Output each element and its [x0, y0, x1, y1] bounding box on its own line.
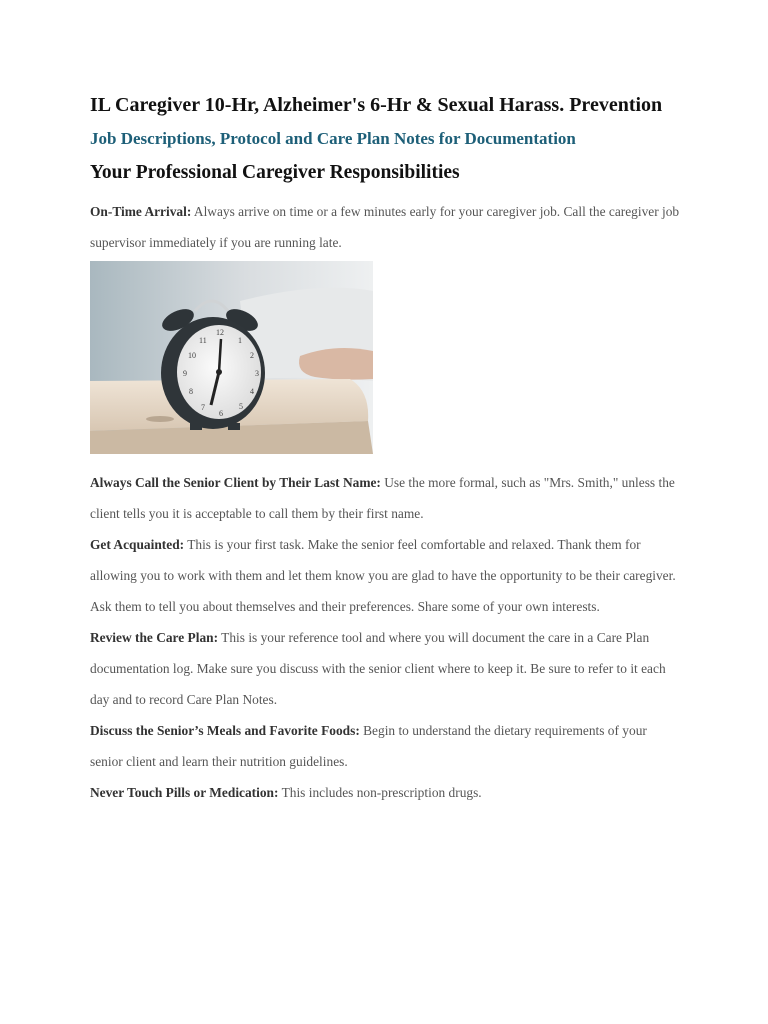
- paragraph-medication: [90, 777, 680, 808]
- paragraph-text: Always arrive on time or a few minutes early for your caregiver job. Call the caregiver job supervisor immediately if you are running late.: [90, 204, 680, 250]
- svg-text:11: 11: [199, 336, 207, 345]
- paragraph-last-name: [90, 467, 680, 529]
- svg-text:7: 7: [201, 403, 205, 412]
- paragraph-on-time-arrival: [90, 196, 680, 258]
- alarm-clock-photo: [90, 261, 373, 454]
- section-heading: Your Professional Caregiver Responsibilities: [90, 162, 460, 183]
- svg-text:6: 6: [219, 409, 223, 418]
- paragraph-text: This is your reference tool and where you will document the care in a Care Plan documentation log. Make sure you discuss with the senior client where to keep it. Be sure to refer to it each day and to record Care Plan Notes.: [90, 630, 666, 707]
- document-title: IL Caregiver 10-Hr, Alzheimer's 6-Hr & Sexual Harass. Prevention: [90, 94, 663, 116]
- paragraph-text: This is your first task. Make the senior feel comfortable and relaxed. Thank them for allowing you to work with them and let them know you are glad to have the opportunity to be their caregiver. Ask them to tell you about themselves and their preferences. Share some of your own interests.: [90, 537, 676, 614]
- paragraph-lead: Get Acquainted:: [90, 537, 185, 552]
- svg-text:1: 1: [238, 336, 242, 345]
- paragraph-lead: Always Call the Senior Client by Their Last Name:: [90, 475, 381, 490]
- paragraph-lead: Review the Care Plan:: [90, 630, 219, 645]
- document-subtitle: Job Descriptions, Protocol and Care Plan Notes for Documentation: [90, 129, 576, 148]
- svg-text:12: 12: [216, 328, 224, 337]
- paragraph-get-acquainted: [90, 529, 680, 622]
- svg-text:4: 4: [250, 387, 254, 396]
- svg-text:3: 3: [255, 369, 259, 378]
- paragraph-text: Use the more formal, such as "Mrs. Smith," unless the client tells you it is acceptable to call them by their first name.: [90, 475, 675, 521]
- paragraph-text: This includes non-prescription drugs.: [278, 785, 482, 800]
- svg-text:10: 10: [188, 351, 196, 360]
- paragraph-lead: Never Touch Pills or Medication:: [90, 785, 279, 800]
- paragraph-lead: On-Time Arrival:: [90, 204, 192, 219]
- paragraph-meals: [90, 715, 680, 777]
- paragraph-review-care-plan: [90, 622, 680, 715]
- svg-text:8: 8: [189, 387, 193, 396]
- svg-text:5: 5: [239, 402, 243, 411]
- paragraph-text: Begin to understand the dietary requirements of your senior client and learn their nutrition guidelines.: [90, 723, 647, 769]
- document-page: [90, 92, 680, 808]
- paragraph-lead: Discuss the Senior’s Meals and Favorite Foods:: [90, 723, 360, 738]
- svg-text:9: 9: [183, 369, 187, 378]
- svg-text:2: 2: [250, 351, 254, 360]
